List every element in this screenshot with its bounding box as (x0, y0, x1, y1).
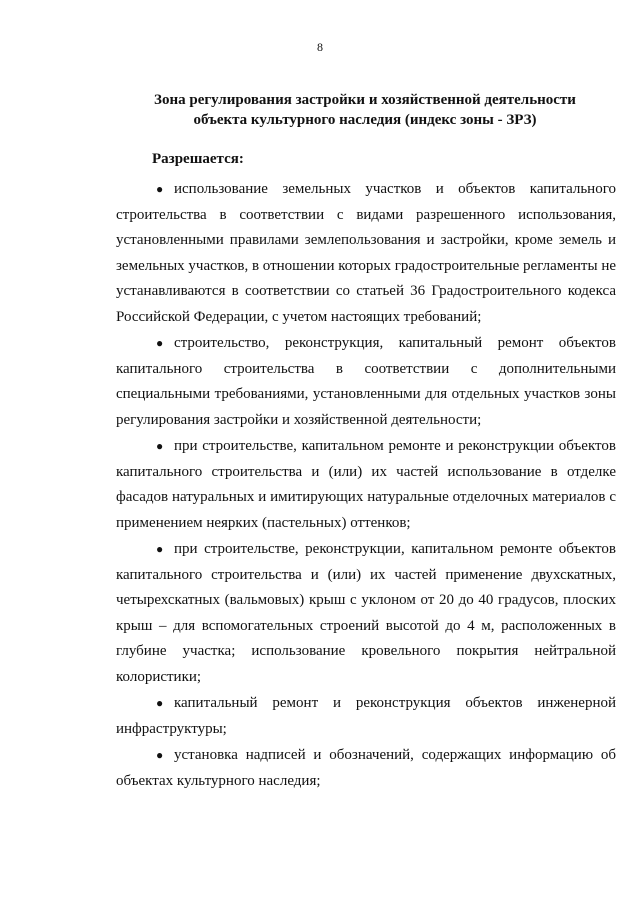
list-item-text: при строительстве, капитальном ремонте и реконструкции объектов капитального строительства и (или) их частей использование в отделке фасадов натуральных и имитирующих натуральные отделочных материалов с применением неярких (пастельных) оттенков; (116, 438, 616, 531)
list-item-text: капитальный ремонт и реконструкция объектов инженерной инфраструктуры; (116, 695, 616, 737)
list-item-text: установка надписей и обозначений, содержащих информацию об объектах культурного наследия; (116, 747, 616, 789)
list-item-text: использование земельных участков и объектов капитального строительства в соответствии с видами разрешенного использования, установленными правилами землепользования и застройки, кроме земель и земельных участков, в отношении которых градостроительные регламенты не устанавливаются в соответствии со статьей 36 Градостроительного кодекса Российской Федерации, с учетом настоящих требований; (116, 181, 616, 325)
list-item (116, 434, 616, 536)
bullet-icon: ● (156, 182, 164, 196)
section-title (115, 90, 615, 130)
list-item (116, 331, 616, 433)
list-item (116, 537, 616, 690)
section-title-line-1: Зона регулирования застройки и хозяйственной деятельности (154, 92, 576, 108)
section-title-line-2: объекта культурного наследия (индекс зоны - ЗРЗ) (193, 112, 537, 128)
bullet-icon: ● (156, 336, 164, 350)
bullet-icon: ● (156, 696, 164, 710)
list-item (116, 177, 616, 330)
permitted-list (116, 177, 616, 794)
list-item (116, 691, 616, 742)
list-item-text: при строительстве, реконструкции, капитальном ремонте объектов капитального строительства и (или) их частей применение двухскатных, четырехскатных (вальмовых) крыш с уклоном от 20 до 40 градусов, плоских крыш – для вспомогательных строений высотой до 4 м, расположенных в глубине участка; использование кровельного покрытия нейтральной колористики; (116, 541, 616, 685)
permitted-label: Разрешается: (152, 151, 244, 167)
page-number: 8 (317, 40, 323, 54)
bullet-icon: ● (156, 748, 164, 762)
bullet-icon: ● (156, 542, 164, 556)
bullet-icon: ● (156, 439, 164, 453)
list-item (116, 743, 616, 794)
list-item-text: строительство, реконструкция, капитальный ремонт объектов капитального строительства в соответствии с дополнительными специальными требованиями, установленными для отдельных участков зоны регулирования застройки и хозяйственной деятельности; (116, 335, 616, 428)
